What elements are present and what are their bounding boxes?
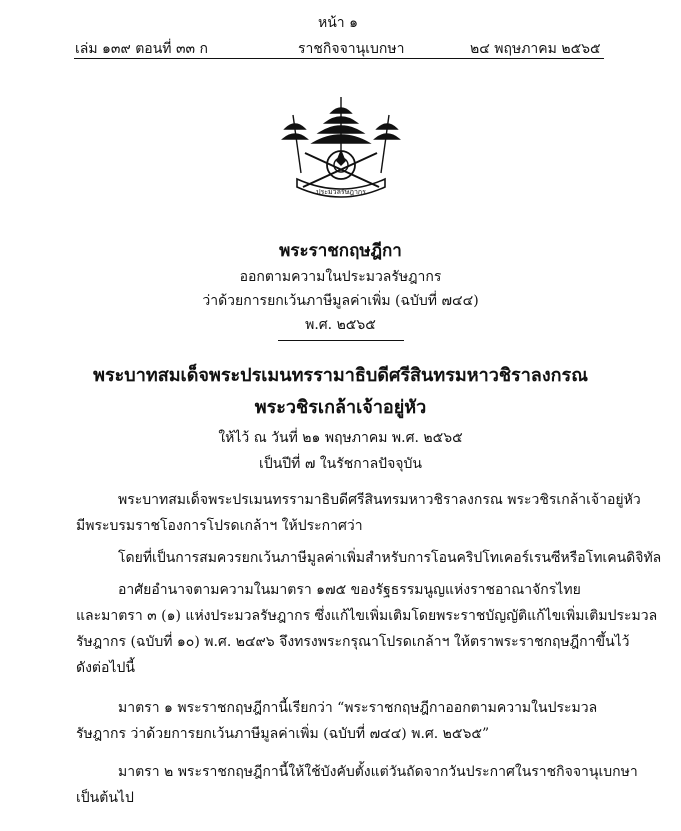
decree-subtitle-2: ว่าด้วยการยกเว้นภาษีมูลค่าเพิ่ม (ฉบับที่ ๗๔๔): [202, 293, 479, 309]
authority-line-2: และมาตรา ๓ (๑) แห่งประมวลรัษฎากร ซึ่งแก้ไขเพิ่มเติมโดยพระราชบัญญัติแก้ไขเพิ่มเติมประมวล: [76, 608, 658, 624]
title-rule: [278, 340, 404, 341]
authority-line-4: ดังต่อไปนี้: [76, 660, 135, 676]
volume-issue: เล่ม ๑๓๙ ตอนที่ ๓๓ ก: [75, 41, 209, 57]
decree-year: พ.ศ. ๒๕๖๕: [305, 317, 376, 333]
given-date: ให้ไว้ ณ วันที่ ๒๑ พฤษภาคม พ.ศ. ๒๕๖๕: [218, 430, 463, 446]
preamble-line-1: พระบาทสมเด็จพระปรเมนทรรามาธิบดีศรีสินทรมหาวชิราลงกรณ พระวชิรเกล้าเจ้าอยู่หัว: [118, 492, 641, 508]
king-name-line-2: พระวชิรเกล้าเจ้าอยู่หัว: [254, 397, 427, 418]
reign-year: เป็นปีที่ ๗ ในรัชกาลปัจจุบัน: [259, 456, 422, 472]
emblem-banner-text: ประมวลรัษฎากร: [316, 188, 366, 196]
royal-emblem: [275, 95, 407, 205]
gazette-date: ๒๔ พฤษภาคม ๒๕๖๕: [470, 41, 601, 57]
authority-line-3: รัษฎากร (ฉบับที่ ๑๐) พ.ศ. ๒๔๙๖ จึงทรงพระกรุณาโปรดเกล้าฯ ให้ตราพระราชกฤษฎีกาขึ้นไว้: [76, 634, 630, 650]
decree-subtitle-1: ออกตามความในประมวลรัษฎากร: [239, 269, 442, 285]
section-1-line-1: มาตรา ๑ พระราชกฤษฎีกานี้เรียกว่า “พระราชกฤษฎีกาออกตามความในประมวล: [118, 700, 598, 716]
authority-line-1: อาศัยอำนาจตามความในมาตรา ๑๗๕ ของรัฐธรรมนูญแห่งราชอาณาจักรไทย: [118, 582, 581, 598]
preamble-line-2: มีพระบรมราชโองการโปรดเกล้าฯ ให้ประกาศว่า: [76, 518, 363, 534]
king-name-line-1: พระบาทสมเด็จพระปรเมนทรรามาธิบดีศรีสินทรมหาวชิราลงกรณ: [93, 365, 588, 386]
section-2-line-2: เป็นต้นไป: [76, 790, 134, 806]
gazette-name: ราชกิจจานุเบกษา: [298, 41, 405, 57]
decree-title: พระราชกฤษฎีกา: [279, 241, 402, 261]
section-1-line-2: รัษฎากร ว่าด้วยการยกเว้นภาษีมูลค่าเพิ่ม (ฉบับที่ ๗๔๔) พ.ศ. ๒๕๖๕”: [76, 726, 490, 742]
page-number: หน้า ๑: [318, 15, 358, 31]
header-rule: [74, 58, 604, 59]
section-2-line-1: มาตรา ๒ พระราชกฤษฎีกานี้ให้ใช้บังคับตั้งแต่วันถัดจากวันประกาศในราชกิจจานุเบกษา: [118, 764, 638, 780]
rationale: โดยที่เป็นการสมควรยกเว้นภาษีมูลค่าเพิ่มสำหรับการโอนคริปโทเคอร์เรนซีหรือโทเคนดิจิทัล: [118, 550, 662, 566]
